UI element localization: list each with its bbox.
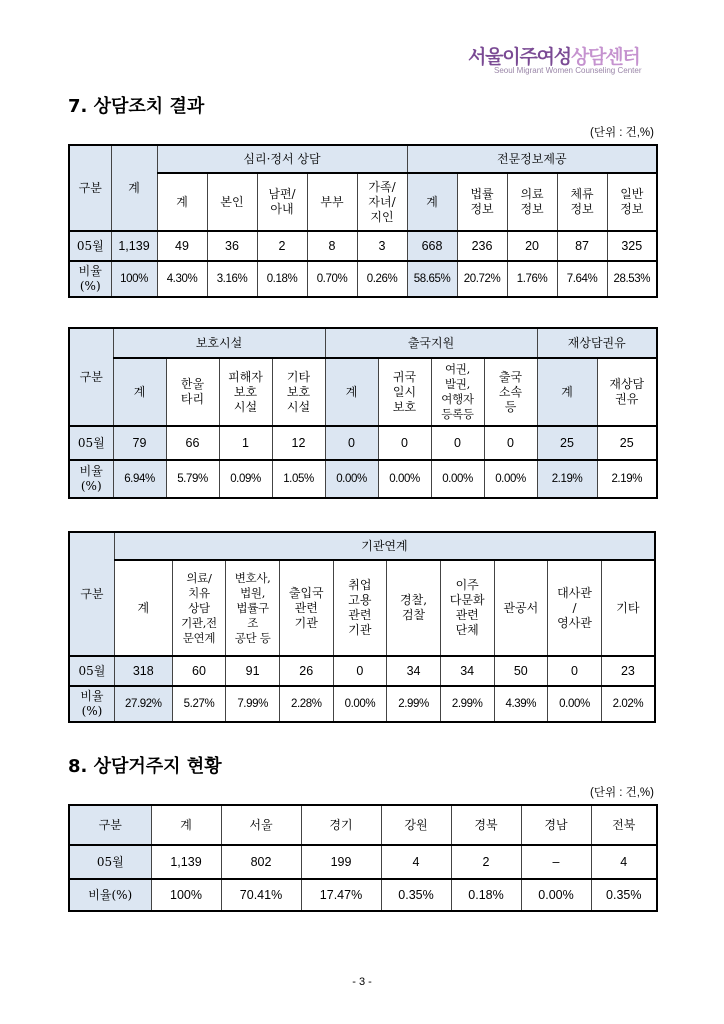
col-header: 체류 정보 [557, 173, 607, 231]
table-row [69, 879, 657, 911]
table-row [69, 261, 657, 297]
logo-text-accent: 상담센터 [570, 46, 640, 68]
cell: 20 [507, 231, 557, 261]
group-psych: 심리·정서 상담 [157, 145, 407, 173]
cell: 0 [484, 426, 537, 460]
cell: 79 [113, 426, 166, 460]
col-header: 경남 [521, 805, 591, 845]
col-header: 계 [325, 358, 378, 426]
cell: 802 [221, 845, 301, 879]
cell: 70.41% [221, 879, 301, 911]
col-header: 이주 다문화 관련 단체 [440, 560, 494, 656]
col-header: 변호사, 법원, 법률구 조 공단 등 [226, 560, 280, 656]
col-header: 계 [537, 358, 597, 426]
cell: 23 [601, 656, 655, 686]
cell: 0 [325, 426, 378, 460]
col-header: 의료 정보 [507, 173, 557, 231]
cell: 0 [431, 426, 484, 460]
cell: 2.02% [601, 686, 655, 722]
cell: 2.99% [440, 686, 494, 722]
col-header: 재상담 권유 [597, 358, 657, 426]
table-row [69, 231, 657, 261]
cell: 25 [537, 426, 597, 460]
cell: 1.05% [272, 460, 325, 498]
cell: 2.19% [537, 460, 597, 498]
section7-unit: (단위 : 건,%) [590, 127, 654, 139]
cell: 4.30% [157, 261, 207, 297]
table-row [69, 845, 657, 879]
cell: 0.35% [381, 879, 451, 911]
cell: 0 [548, 656, 602, 686]
cell: 5.27% [172, 686, 226, 722]
col-header: 경북 [451, 805, 521, 845]
col-header: 귀국 일시 보호 [378, 358, 431, 426]
col-header: 취업 고용 관련 기관 [333, 560, 387, 656]
cell: 2 [451, 845, 521, 879]
cell: 0.00% [325, 460, 378, 498]
col-header: 전북 [591, 805, 657, 845]
group-info: 전문정보제공 [407, 145, 657, 173]
col-header: 계 [114, 560, 172, 656]
table-row [69, 426, 657, 460]
col-header: 기타 보호 시설 [272, 358, 325, 426]
cell: 34 [387, 656, 441, 686]
cell: 25 [597, 426, 657, 460]
col-category: 구분 [69, 328, 113, 426]
cell: 7.64% [557, 261, 607, 297]
group-departure: 출국지원 [325, 328, 537, 358]
section7-title: 7. 상담조치 결과 [68, 96, 205, 117]
cell: 0.35% [591, 879, 657, 911]
cell: 0.18% [257, 261, 307, 297]
cell: 236 [457, 231, 507, 261]
cell: – [521, 845, 591, 879]
col-header: 계 [157, 173, 207, 231]
table-row [69, 460, 657, 498]
cell: 0.00% [484, 460, 537, 498]
cell: 36 [207, 231, 257, 261]
cell: 20.72% [457, 261, 507, 297]
cell: 100% [151, 879, 221, 911]
col-header: 기타 [601, 560, 655, 656]
agency-link-table [68, 531, 656, 723]
counseling-result-table [68, 144, 658, 298]
cell: 1.76% [507, 261, 557, 297]
col-header: 가족/ 자녀/ 지인 [357, 173, 407, 231]
cell: 1,139 [111, 231, 157, 261]
cell: 3 [357, 231, 407, 261]
cell: 50 [494, 656, 548, 686]
col-header: 남편/ 아내 [257, 173, 307, 231]
col-total: 계 [111, 145, 157, 231]
cell: 87 [557, 231, 607, 261]
cell: 0.00% [378, 460, 431, 498]
page-number: - 3 - [352, 976, 372, 988]
col-header: 법률 정보 [457, 173, 507, 231]
cell: 4 [381, 845, 451, 879]
cell: 318 [114, 656, 172, 686]
cell: 5.79% [166, 460, 219, 498]
cell: 27.92% [114, 686, 172, 722]
col-header: 서울 [221, 805, 301, 845]
logo-subtitle: Seoul Migrant Women Counseling Center [494, 66, 642, 75]
cell: 0.00% [521, 879, 591, 911]
row-label: 05월 [69, 845, 151, 879]
cell: 100% [111, 261, 157, 297]
col-header: 경찰, 검찰 [387, 560, 441, 656]
row-label: 05월 [69, 231, 111, 261]
cell: 0.70% [307, 261, 357, 297]
cell: 0.00% [548, 686, 602, 722]
group-shelter: 보호시설 [113, 328, 325, 358]
group-link: 기관연계 [114, 532, 655, 560]
cell: 2 [257, 231, 307, 261]
col-category: 구분 [69, 145, 111, 231]
col-header: 피해자 보호 시설 [219, 358, 272, 426]
cell: 2.99% [387, 686, 441, 722]
col-header: 대사관 / 영사관 [548, 560, 602, 656]
cell: 0 [333, 656, 387, 686]
cell: 1 [219, 426, 272, 460]
cell: 0.00% [431, 460, 484, 498]
cell: 66 [166, 426, 219, 460]
shelter-departure-table [68, 327, 658, 499]
cell: 6.94% [113, 460, 166, 498]
cell: 58.65% [407, 261, 457, 297]
logo-text-main: 서울이주여성 [468, 46, 571, 68]
cell: 7.99% [226, 686, 280, 722]
cell: 0.00% [333, 686, 387, 722]
cell: 0.09% [219, 460, 272, 498]
col-category: 구분 [69, 532, 114, 656]
col-header: 경기 [301, 805, 381, 845]
cell: 60 [172, 656, 226, 686]
col-header: 계 [113, 358, 166, 426]
table-row [69, 686, 655, 722]
col-header: 일반 정보 [607, 173, 657, 231]
cell: 199 [301, 845, 381, 879]
row-label: 05월 [69, 426, 113, 460]
cell: 26 [279, 656, 333, 686]
col-header: 출국 소속 등 [484, 358, 537, 426]
col-header: 관공서 [494, 560, 548, 656]
cell: 17.47% [301, 879, 381, 911]
cell: 8 [307, 231, 357, 261]
cell: 34 [440, 656, 494, 686]
cell: 4 [591, 845, 657, 879]
col-header: 강원 [381, 805, 451, 845]
cell: 2.28% [279, 686, 333, 722]
cell: 0.26% [357, 261, 407, 297]
section8-unit: (단위 : 건,%) [590, 787, 654, 799]
center-logo [468, 46, 658, 80]
section8-title: 8. 상담거주지 현황 [68, 756, 222, 777]
cell: 49 [157, 231, 207, 261]
cell: 0.18% [451, 879, 521, 911]
cell: 3.16% [207, 261, 257, 297]
cell: 28.53% [607, 261, 657, 297]
col-header: 계 [151, 805, 221, 845]
row-label: 05월 [69, 656, 114, 686]
row-label: 비율 (%) [69, 460, 113, 498]
cell: 1,139 [151, 845, 221, 879]
col-header: 여권, 발권, 여행자 등록등 [431, 358, 484, 426]
cell: 12 [272, 426, 325, 460]
residence-table [68, 804, 658, 912]
row-label: 비율(%) [69, 879, 151, 911]
col-header: 한울 타리 [166, 358, 219, 426]
col-header: 계 [407, 173, 457, 231]
cell: 0 [378, 426, 431, 460]
col-header: 부부 [307, 173, 357, 231]
col-header: 본인 [207, 173, 257, 231]
group-recounsel: 재상담권유 [537, 328, 657, 358]
row-label: 비율 (%) [69, 261, 111, 297]
cell: 4.39% [494, 686, 548, 722]
cell: 668 [407, 231, 457, 261]
logo-title [468, 46, 658, 68]
cell: 91 [226, 656, 280, 686]
cell: 2.19% [597, 460, 657, 498]
col-header: 출입국 관련 기관 [279, 560, 333, 656]
cell: 325 [607, 231, 657, 261]
col-header: 구분 [69, 805, 151, 845]
row-label: 비율 (%) [69, 686, 114, 722]
table-row [69, 656, 655, 686]
col-header: 의료/ 치유 상담 기관,전 문연계 [172, 560, 226, 656]
